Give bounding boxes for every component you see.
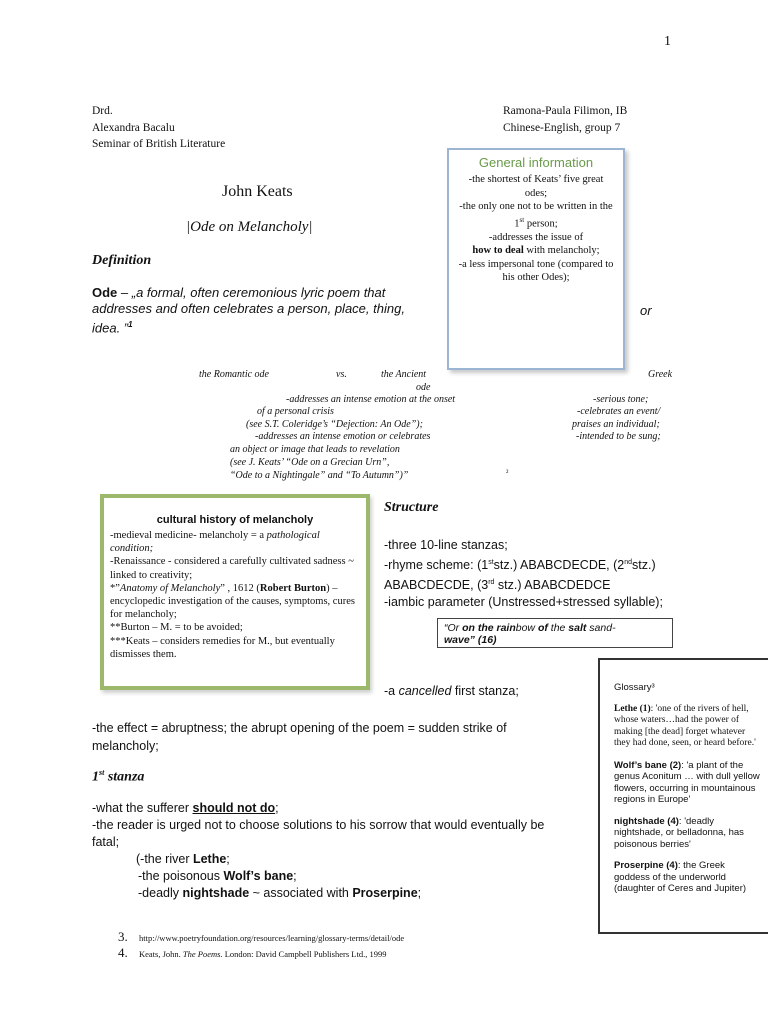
- page-number: 1: [664, 34, 671, 49]
- comparison-stray-mark: ²: [506, 468, 509, 477]
- structure-list: [384, 537, 684, 611]
- glossary-entry-nightshade: nightshade (4): 'deadly nightshade, or belladonna, has poisonous berries': [614, 815, 744, 850]
- comparison-left-1: -addresses an intense emotion at the onset: [286, 394, 456, 405]
- glossary-entry-wolfsbane: Wolf’s bane (2): 'a plant of the genus Aconitum … with dull yellow flowers, occurring in mountainous regions in Europe': [614, 759, 760, 805]
- footnote-4-num: 4.: [118, 945, 128, 960]
- stanza1-line-3: (-the river Lethe;: [136, 852, 230, 866]
- definition-quote-1: „a formal, often ceremonious lyric poem that: [131, 285, 386, 300]
- author-title: John Keats: [222, 183, 293, 200]
- comparison-right-head-b: Greek: [648, 369, 673, 380]
- glossary-box: [598, 658, 768, 934]
- definition-dash: –: [117, 285, 132, 300]
- glossary-entry-proserpine: Proserpine (4): the Greek goddess of the underworld (daughter of Ceres and Jupiter): [614, 860, 747, 894]
- general-info-box: [447, 148, 625, 370]
- comparison-left-5: an object or image that leads to revelation: [230, 444, 400, 455]
- comparison-right-3: praises an individual;: [572, 419, 660, 430]
- general-info-line-5: -a less impersonal tone (compared to his other Odes);: [458, 258, 614, 283]
- definition-text: [92, 285, 452, 336]
- header-degree: Drd.: [92, 105, 113, 117]
- header-group: Chinese-English, group 7: [503, 121, 621, 134]
- structure-heading: Structure: [384, 500, 439, 515]
- definition-quote-3: idea. ”: [92, 320, 129, 336]
- comparison-left-head: the Romantic ode: [199, 369, 269, 380]
- comparison-left-3: (see S.T. Coleridge’s “Dejection: An Ode”);: [246, 419, 423, 430]
- general-info-line-4: how to deal with melancholy;: [472, 245, 600, 256]
- stanza1-line-2: -the reader is urged not to choose solutions to his sorrow that would eventually be fatal;: [92, 818, 545, 849]
- comparison-left-4: -addresses an intense emotion or celebrates: [255, 431, 431, 442]
- comparison-right-1: -serious tone;: [593, 394, 649, 405]
- definition-quote-2: addresses and often celebrates a person, place, thing,: [92, 301, 405, 316]
- header-course: Seminar of British Literature: [92, 138, 226, 150]
- cancelled-stanza: -a cancelled first stanza;: [384, 684, 519, 698]
- stanza1-line-4: -the poisonous Wolf’s bane;: [138, 869, 297, 883]
- header-teacher: Alexandra Bacalu: [92, 121, 175, 134]
- quote-box: “Or on the rainbow of the salt sand- wave” (16): [437, 618, 673, 648]
- comparison-left-2: of a personal crisis: [257, 406, 334, 417]
- history-line-1: -medieval medicine- melancholy = a pathological condition;: [110, 530, 320, 555]
- history-line-5: ***Keats – considers remedies for M., but eventually dismisses them.: [110, 635, 335, 660]
- glossary-title: Glossary³: [614, 682, 655, 693]
- history-line-3: *”Anatomy of Melancholy” , 1612 (Robert Burton) – encyclopedic investigation of the causes, symptoms, cures for melancholy;: [110, 582, 355, 621]
- history-line-2: -Renaissance - considered a carefully cultivated sadness ~ linked to creativity;: [110, 556, 354, 581]
- glossary-entry-lethe: Lethe (1): 'one of the rivers of hell, whose waters…had the power of making [the dead] forget whatever they had done, seen, or heard before.': [614, 703, 756, 748]
- definition-heading: Definition: [92, 253, 152, 268]
- footnote-4-text: Keats, John. The Poems. London: David Campbell Publishers Ltd., 1999: [139, 949, 387, 959]
- comparison-vs: vs.: [336, 369, 347, 380]
- stanza1-line-5: -deadly nightshade ~ associated with Proserpine;: [138, 886, 422, 900]
- comparison-right-head-c: ode: [416, 382, 431, 393]
- stanza1-heading: 1st stanza: [92, 768, 145, 785]
- stanza1-body: [92, 800, 572, 902]
- general-info-line-1: -the shortest of Keats’ five great odes;: [468, 174, 604, 199]
- stanza1-line-1: -what the sufferer should not do;: [92, 801, 279, 815]
- history-line-4: **Burton – M. = to be avoided;: [110, 622, 243, 634]
- comparison-left-7: “Ode to a Nightingale” and “To Autumn”)”: [230, 470, 409, 481]
- poem-title: |Ode on Melancholy|: [186, 219, 313, 235]
- footnote-mark-1: 1: [128, 320, 133, 329]
- footnote-3-num: 3.: [118, 929, 128, 944]
- definition-or: or: [640, 303, 652, 318]
- comparison-right-2: -celebrates an event/: [577, 406, 661, 417]
- header-student: Ramona-Paula Filimon, IB: [503, 105, 628, 117]
- effect-text: -the effect = abruptness; the abrupt opening of the poem = sudden strike of melancholy;: [92, 721, 507, 753]
- history-title: cultural history of melancholy: [156, 514, 314, 526]
- general-info-title: General information: [478, 155, 594, 170]
- general-info-line-3: -addresses the issue of: [488, 231, 584, 243]
- header-right: [503, 103, 627, 136]
- header-left: [92, 103, 225, 153]
- structure-item-3: -iambic parameter (Unstressed+stressed syllable);: [384, 595, 663, 610]
- comparison-right-head-a: the Ancient: [381, 369, 427, 380]
- comparison-left-6: (see J. Keats’ “Ode on a Grecian Urn”,: [230, 457, 390, 468]
- structure-item-2: -rhyme scheme: (1ststz.) ABABCDECDE, (2ndstz.) ABABCDECDE, (3rd stz.) ABABCDEDCE: [384, 558, 656, 593]
- structure-item-1: -three 10-line stanzas;: [384, 538, 508, 552]
- history-box: [100, 494, 370, 690]
- general-info-line-2: -the only one not to be written in the 1st person;: [459, 201, 613, 229]
- footnote-3-link[interactable]: http://www.poetryfoundation.org/resources/learning/glossary-terms/detail/ode: [139, 933, 405, 943]
- ode-term: Ode: [92, 285, 118, 300]
- comparison-right-4: -intended to be sung;: [576, 431, 661, 442]
